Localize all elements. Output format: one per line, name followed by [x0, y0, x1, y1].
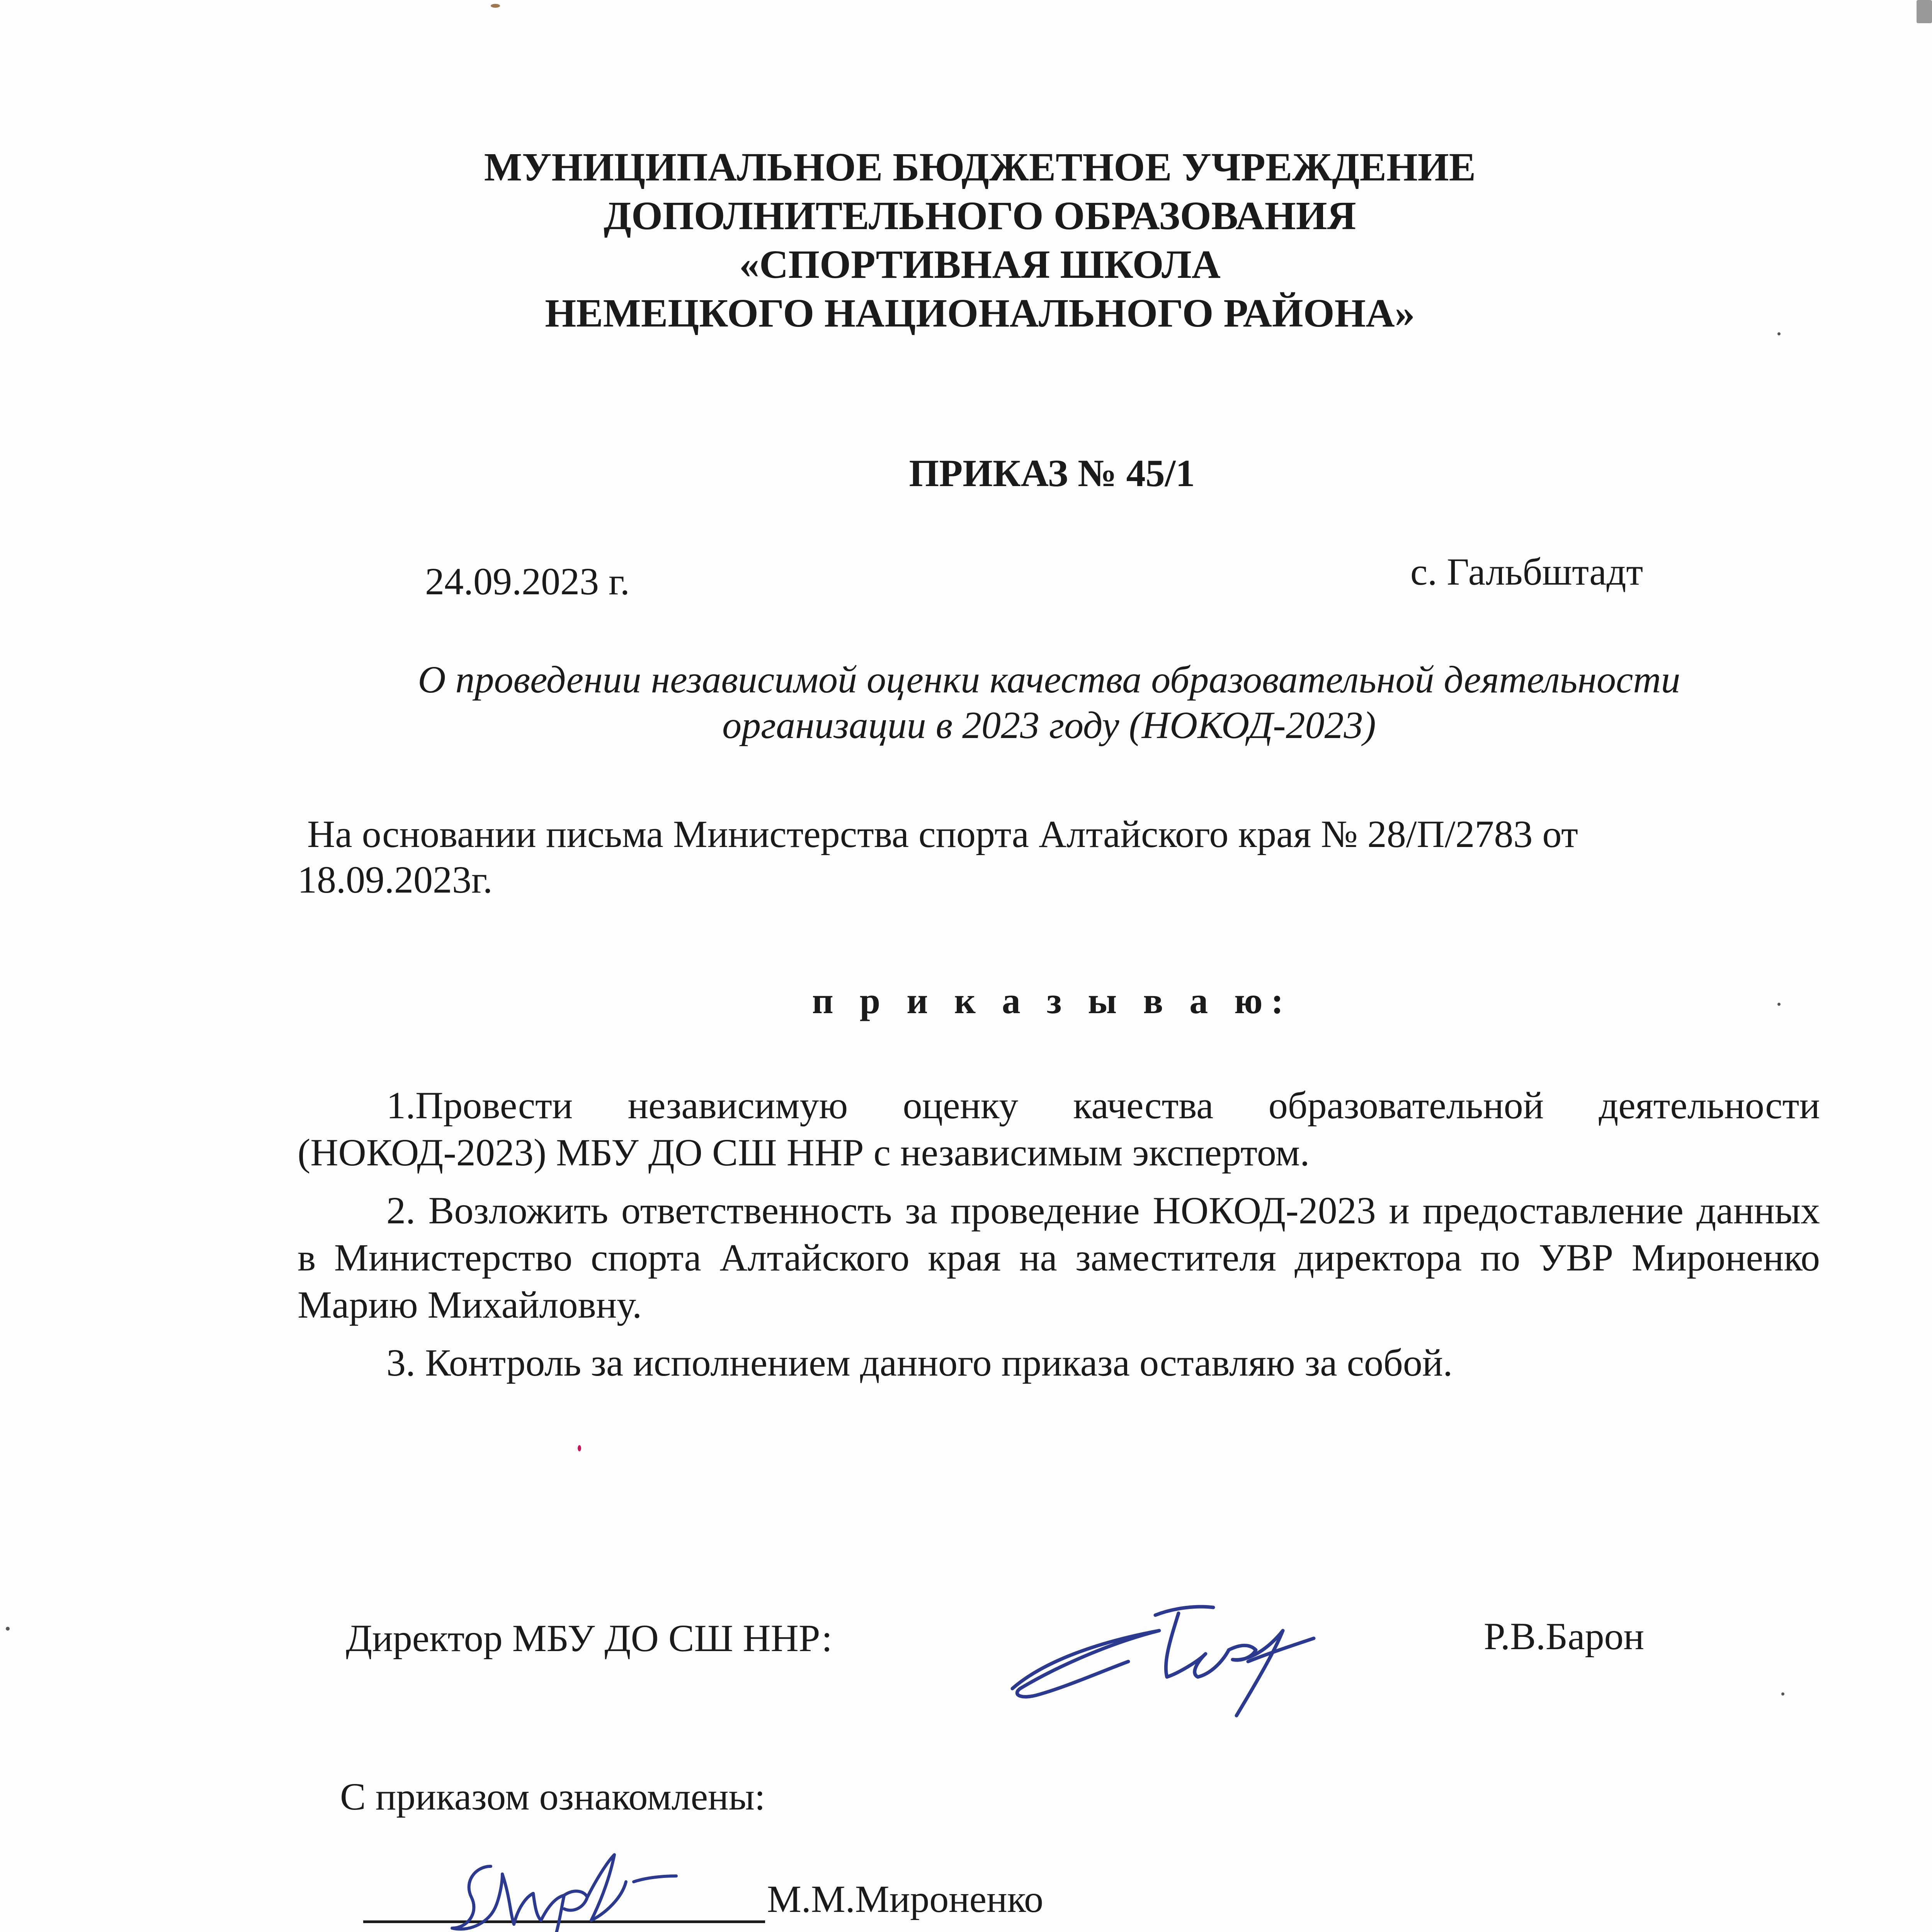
basis-line: 18.09.2023г. — [298, 858, 493, 901]
header-line: «СПОРТИВНАЯ ШКОЛА — [739, 242, 1221, 287]
acknowledgement-name: М.М.Мироненко — [767, 1878, 1044, 1920]
header-line: ДОПОЛНИТЕЛЬНОГО ОБРАЗОВАНИЯ — [604, 194, 1356, 238]
subject-line: организации в 2023 году (НОКОД-2023) — [722, 704, 1376, 747]
order-item: 3. Контроль за исполнением данного приказа оставляю за собой. — [386, 1341, 1453, 1384]
deputy-signature — [444, 1832, 684, 1932]
order-basis — [298, 811, 1804, 903]
director-signature — [997, 1584, 1325, 1731]
order-title: ПРИКАЗ № 45/1 — [909, 452, 1195, 495]
order-subject — [301, 657, 1797, 748]
acknowledgement-label: С приказом ознакомлены: — [340, 1775, 765, 1818]
scan-speck — [1777, 1003, 1781, 1006]
scan-speck — [491, 4, 500, 8]
header-line: НЕМЕЦКОГО НАЦИОНАЛЬНОГО РАЙОНА» — [545, 291, 1415, 335]
header-line: МУНИЦИПАЛЬНОЕ БЮДЖЕТНОЕ УЧРЕЖДЕНИЕ — [484, 145, 1476, 189]
order-place: с. Гальбштадт — [1410, 550, 1643, 593]
order-date: 24.09.2023 г. — [425, 560, 630, 603]
scan-speck — [1777, 332, 1781, 335]
scan-speck — [578, 1445, 581, 1451]
institution-header — [0, 143, 1932, 338]
scan-speck — [1917, 0, 1932, 23]
director-name: Р.В.Барон — [1484, 1615, 1645, 1658]
subject-line: О проведении независимой оценки качества образовательной деятельности — [418, 658, 1680, 701]
director-label: Директор МБУ ДО СШ ННР: — [346, 1617, 832, 1660]
scan-speck — [6, 1627, 10, 1631]
scan-speck — [1781, 1692, 1784, 1696]
order-items — [298, 1082, 1820, 1397]
order-command: п р и к а з ы в а ю: — [812, 980, 1292, 1021]
order-item: 1.Провести независимую оценку качества образовательной деятельности (НОКОД-2023) МБУ ДО СШ ННР с независимым экспертом. — [298, 1084, 1820, 1174]
order-item: 2. Возложить ответственность за проведение НОКОД-2023 и предоставление данных в Министерство спорта Алтайского края на заместителя директора по УВР Мироненко Марию Михайловну. — [298, 1189, 1820, 1326]
basis-line: На основании письма Министерства спорта Алтайского края № 28/П/2783 от — [307, 813, 1578, 855]
